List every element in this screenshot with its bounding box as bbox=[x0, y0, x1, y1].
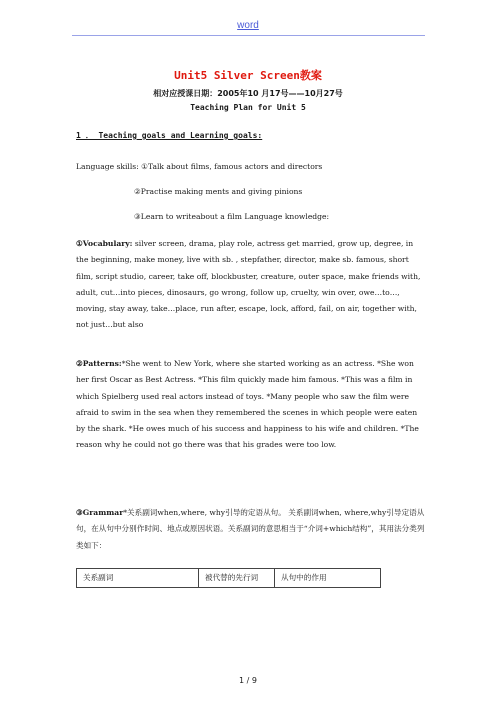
table-header-function: 从句中的作用 bbox=[281, 573, 327, 582]
document-subtitle: 相对应授课日期：2005年10 月17号——10月27号 bbox=[153, 89, 343, 98]
language-skills-item-1 bbox=[76, 162, 322, 171]
header-word-link[interactable]: word bbox=[237, 20, 259, 31]
page-number: 1 / 9 bbox=[239, 676, 257, 685]
patterns-text: *She went to New York, where she started working as an actress. *She won her first Oscar as Best Actress. *This film quickly made him famous. *This was a film in which Spielberg used real actors instead of toys. *Many people who saw the film were afraid to swim in the sea when they remembered the scenes in which people were eaten by the shark. *He owes much of his success and happiness to his wife and children. *The reason why he could not go there was that his grades were too low. bbox=[76, 359, 419, 450]
grammar-paragraph bbox=[76, 505, 426, 554]
document-title: Unit5 Silver Screen教案 bbox=[174, 69, 322, 82]
grammar-table bbox=[76, 568, 381, 588]
language-skills-text-1: ①Talk about films, famous actors and directors bbox=[141, 162, 323, 171]
vocabulary-text: silver screen, drama, play role, actress get married, grow up, degree, in the beginning, make money, live with sb. , stepfather, director, make sb. famous, short film, script studio, career, take off, blockbuster, creature, outer space, make friends with, adult, cut…into pieces, dinosaurs, go wrong, follow up, cruelty, win over, owe…to…, moving, stay away, take…place, run after, escape, lock, afford, fail, on air, together with, not just…but also bbox=[76, 239, 421, 330]
table-header-relative-adverb: 关系副词 bbox=[77, 569, 199, 587]
header-divider bbox=[72, 35, 425, 36]
table-header-antecedent: 被代替的先行词 bbox=[199, 569, 275, 587]
patterns-label: ②Patterns: bbox=[76, 359, 122, 368]
patterns-paragraph bbox=[76, 356, 426, 454]
vocabulary-label: ①Vocabulary: bbox=[76, 239, 133, 248]
vocabulary-paragraph bbox=[76, 236, 426, 334]
plan-title: Teaching Plan for Unit 5 bbox=[190, 103, 306, 112]
grammar-label: ③Grammar bbox=[76, 508, 124, 517]
language-skills-label: Language skills: bbox=[76, 162, 139, 171]
grammar-text: *关系副词when,where, why引导的定语从句。 关系副词when, where,why引导定语从句，在从句中分别作时间、地点或原因状语。关系副词的意思相当于“介词+which结构”，其用法分类列类如下： bbox=[76, 508, 425, 550]
language-skills-item-2: ②Practise making ments and giving pinions bbox=[134, 187, 303, 196]
section-heading: 1 ． Teaching goals and Learning goals: bbox=[76, 131, 263, 140]
language-skills-item-3: ③Learn to writeabout a film Language knowledge: bbox=[134, 212, 330, 221]
